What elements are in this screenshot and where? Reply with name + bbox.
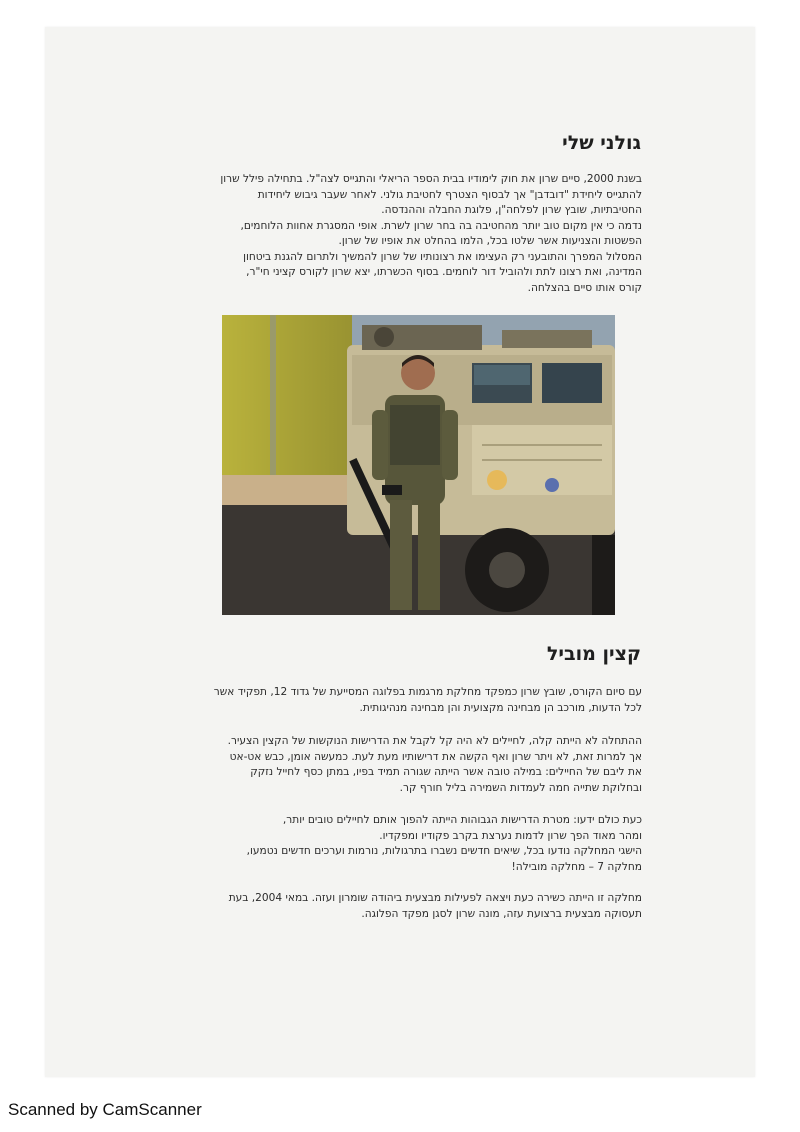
text-line: המסלול המפרך והתובעני רק העצימו את רצונותיו של שרון להמשיך ולתרום להגנת ביטחון xyxy=(243,250,642,263)
text-line: את ליבם של החיילים: במילה טובה אשר הייתה שגורה תמיד בפיו, במתן כסף לחייל נזקק xyxy=(250,766,642,778)
section-title-leading-officer: קצין מוביל xyxy=(546,643,641,665)
text-line: לכל הדעות, מורכב הן מבחינה מקצועית והן מבחינה מנהיגותית. xyxy=(359,701,642,714)
text-line: עם סיום הקורס, שובץ שרון כמפקד מחלקת מרגמות בפלוגה המסייעת של גדוד 12, תפקיד אשר xyxy=(213,686,642,698)
soldier-photo xyxy=(222,315,615,615)
text-line: תעסוקה מבצעית ברצועת עזה, מונה שרון לסגן מפקד הפלוגה. xyxy=(361,907,642,920)
text-line: המדינה, ואת רצונו לתת ולהוביל דור לוחמים. בסוף הכשרתו, יצא שרון לקורס קציני חי"ר, xyxy=(246,266,642,278)
text-line: הישגי המחלקה נודעו בכל, שיאים חדשים נשברו בתרגולות, נורמות וערכים חדשים נטמעו, xyxy=(246,845,642,857)
text-line: מחלקה 7 – מחלקה מובילה! xyxy=(511,860,642,873)
text-line: ומהר מאוד הפך שרון לדמות נערצת בקרב פקודיו ומפקדיו. xyxy=(379,829,642,842)
text-line: ובחלוקת שתייה חמה לעמדות השמירה בליל חורף קר. xyxy=(399,781,642,794)
text-line: הפשטות והצניעות אשר שלטו בכל, הלמו בהחלט את אופיו של שרון. xyxy=(338,235,642,247)
paragraph-beginning xyxy=(62,734,642,796)
paragraph-deployment xyxy=(62,891,642,922)
text-line: כעת כולם ידעו: מטרת הדרישות הגבוהות הייתה להפוך אותם לחיילים טובים יותר, xyxy=(282,814,642,826)
paragraph-course-end xyxy=(62,685,642,716)
intro-paragraph xyxy=(72,172,642,296)
text-line: ההתחלה לא הייתה קלה, לחיילים לא היה קל לקבל את הדרישות הנוקשות של הקצין הצעיר. xyxy=(227,735,642,747)
text-line: החטיבתיות, שובץ שרון לפלחה"ן, פלוגת החבלה וההנדסה. xyxy=(381,204,642,216)
text-line: אך למרות זאת, לא ויתר שרון ואף הקשה את דרישותיו מעת לעת. כמעשה אומן, כבש אט-אט xyxy=(229,750,642,763)
text-line: קורס אותו סיים בהצלחה. xyxy=(527,281,642,294)
soldier-humvee-illustration xyxy=(222,315,615,615)
section-title-golani: גולני שלי xyxy=(562,132,641,154)
text-line: מחלקה זו הייתה כשירה כעת ויצאה לפעילות מבצעית ביהודה שומרון ועזה. במאי 2004, בעת xyxy=(228,892,642,904)
text-line: בשנת 2000, סיים שרון את חוק לימודיו בבית הספר הריאלי והתגייס לצה"ל. בתחילה פילל שרון xyxy=(220,173,642,185)
text-line: נדמה כי אין מקום טוב יותר מהחטיבה בה בחר שרון לשרת. אופי המסגרת אחוות הלוחמים, xyxy=(240,219,642,232)
paragraph-achievements xyxy=(62,813,642,875)
scanner-watermark: Scanned by CamScanner xyxy=(8,1100,202,1119)
text-line: להתגייס ליחידת "דובדבן" אך לבסוף הצטרף לחטיבת גולני. לאחר שעבר גיבוש ליחידות xyxy=(257,188,642,201)
document-page xyxy=(45,27,755,1077)
